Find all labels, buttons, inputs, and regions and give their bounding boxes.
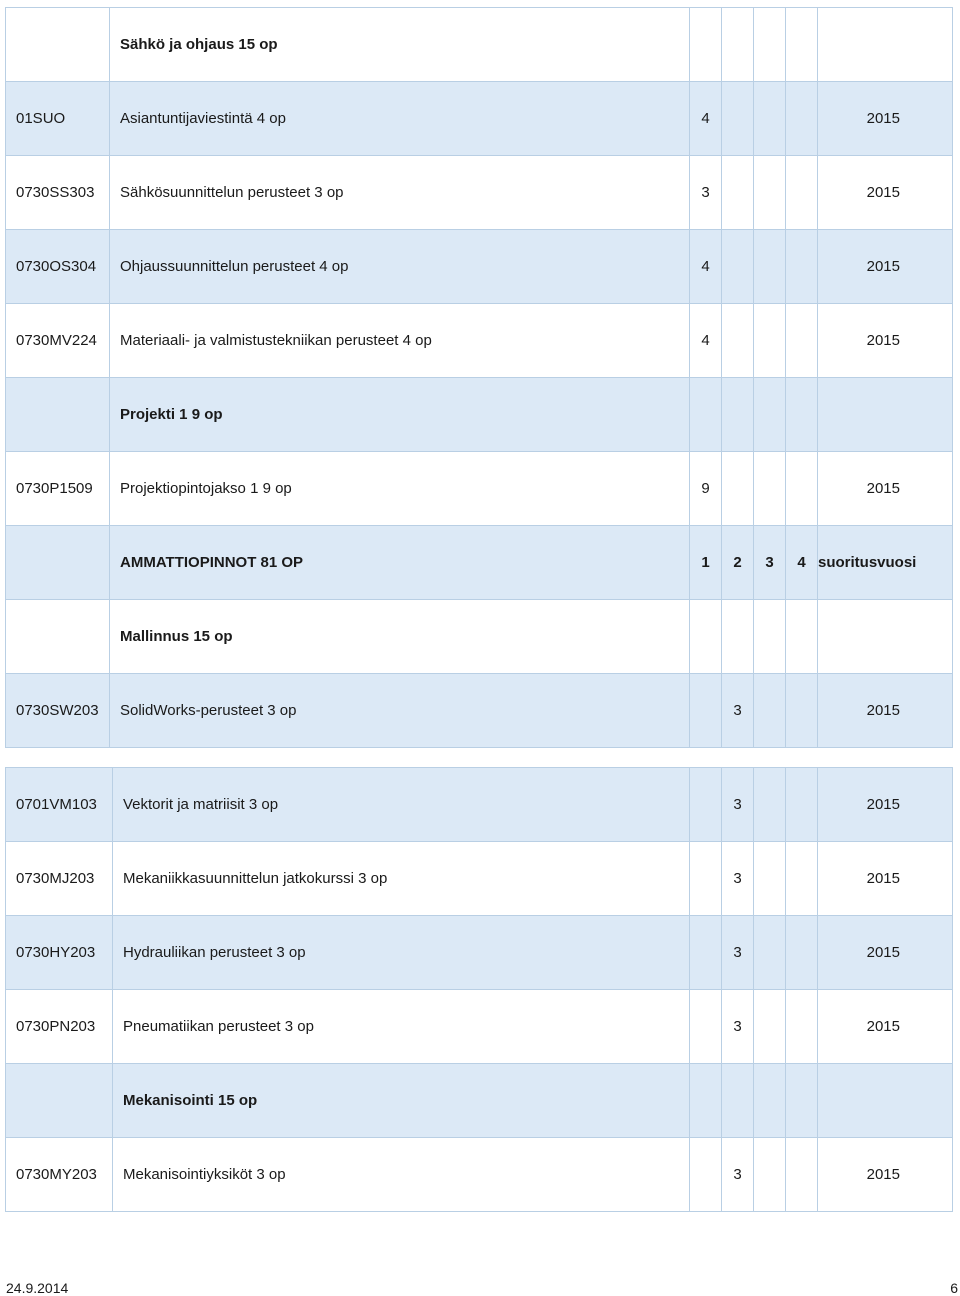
period-4-cell [786, 378, 818, 452]
course-code-cell [6, 600, 110, 674]
period-3-cell [754, 8, 786, 82]
period-1-cell [690, 1138, 722, 1212]
completion-year-cell: 2015 [818, 916, 953, 990]
period-1-cell: 9 [690, 452, 722, 526]
completion-year-cell: 2015 [818, 768, 953, 842]
completion-year-cell: 2015 [818, 82, 953, 156]
period-4-cell [786, 990, 818, 1064]
course-code-cell: 0730MV224 [6, 304, 110, 378]
period-2-cell [722, 1064, 754, 1138]
period-4-cell [786, 304, 818, 378]
period-2-cell: 3 [722, 674, 754, 748]
course-name-cell: SolidWorks-perusteet 3 op [110, 674, 690, 748]
period-3-cell [754, 230, 786, 304]
completion-year-cell: 2015 [818, 156, 953, 230]
period-1-cell [690, 378, 722, 452]
course-code-cell: 0730MY203 [6, 1138, 113, 1212]
section-header-row [6, 1064, 953, 1138]
period-1-cell [690, 600, 722, 674]
course-code-cell: 0701VM103 [6, 768, 113, 842]
completion-year-cell [818, 8, 953, 82]
period-3-cell [754, 990, 786, 1064]
period-1-cell: 4 [690, 230, 722, 304]
course-name-cell: Projektiopintojakso 1 9 op [110, 452, 690, 526]
period-4-cell [786, 768, 818, 842]
completion-year-cell: suoritusvuosi [818, 526, 953, 600]
page-footer [6, 1280, 958, 1296]
period-1-cell [690, 842, 722, 916]
period-1-cell [690, 674, 722, 748]
period-1-cell: 3 [690, 156, 722, 230]
period-2-cell [722, 156, 754, 230]
course-code-cell [6, 1064, 113, 1138]
period-3-cell [754, 842, 786, 916]
course-name-cell: Hydrauliikan perusteet 3 op [113, 916, 690, 990]
period-3-cell [754, 452, 786, 526]
study-plan-table-bottom [5, 767, 953, 1212]
period-1-cell [690, 916, 722, 990]
course-row [6, 1138, 953, 1212]
course-row [6, 156, 953, 230]
period-2-cell [722, 304, 754, 378]
period-2-cell [722, 82, 754, 156]
completion-year-cell: 2015 [818, 304, 953, 378]
footer-date: 24.9.2014 [6, 1280, 69, 1296]
course-name-cell: Projekti 1 9 op [110, 378, 690, 452]
period-3-cell [754, 378, 786, 452]
course-code-cell: 0730MJ203 [6, 842, 113, 916]
completion-year-cell: 2015 [818, 1138, 953, 1212]
period-1-cell: 1 [690, 526, 722, 600]
study-plan-table-top [5, 7, 953, 748]
period-2-cell [722, 8, 754, 82]
period-3-cell [754, 82, 786, 156]
course-code-cell: 0730HY203 [6, 916, 113, 990]
period-2-cell [722, 600, 754, 674]
period-4-cell [786, 230, 818, 304]
page-number: 6 [950, 1280, 958, 1296]
course-row [6, 304, 953, 378]
period-3-cell [754, 600, 786, 674]
course-name-cell: AMMATTIOPINNOT 81 OP [110, 526, 690, 600]
period-1-cell [690, 8, 722, 82]
period-1-cell: 4 [690, 304, 722, 378]
course-name-cell: Mallinnus 15 op [110, 600, 690, 674]
course-code-cell: 01SUO [6, 82, 110, 156]
period-4-cell [786, 842, 818, 916]
course-name-cell: Mekanisointiyksiköt 3 op [113, 1138, 690, 1212]
section-header-row [6, 600, 953, 674]
course-code-cell: 0730OS304 [6, 230, 110, 304]
period-4-cell [786, 1064, 818, 1138]
course-row [6, 230, 953, 304]
period-2-cell [722, 230, 754, 304]
period-2-cell: 2 [722, 526, 754, 600]
period-2-cell [722, 452, 754, 526]
course-name-cell: Pneumatiikan perusteet 3 op [113, 990, 690, 1064]
period-1-cell [690, 990, 722, 1064]
period-2-cell: 3 [722, 1138, 754, 1212]
course-row [6, 842, 953, 916]
period-2-cell: 3 [722, 842, 754, 916]
course-row [6, 916, 953, 990]
section-header-row [6, 526, 953, 600]
period-3-cell [754, 916, 786, 990]
period-3-cell [754, 768, 786, 842]
course-code-cell: 0730SW203 [6, 674, 110, 748]
period-1-cell [690, 1064, 722, 1138]
course-code-cell: 0730PN203 [6, 990, 113, 1064]
completion-year-cell [818, 600, 953, 674]
period-3-cell [754, 1138, 786, 1212]
period-4-cell [786, 674, 818, 748]
period-4-cell [786, 82, 818, 156]
course-row [6, 674, 953, 748]
course-name-cell: Materiaali- ja valmistustekniikan perusteet 4 op [110, 304, 690, 378]
course-code-cell: 0730P1509 [6, 452, 110, 526]
completion-year-cell: 2015 [818, 230, 953, 304]
course-name-cell: Mekaniikkasuunnittelun jatkokurssi 3 op [113, 842, 690, 916]
period-4-cell [786, 916, 818, 990]
period-2-cell: 3 [722, 990, 754, 1064]
period-4-cell [786, 1138, 818, 1212]
completion-year-cell: 2015 [818, 452, 953, 526]
section-header-row [6, 8, 953, 82]
course-name-cell: Vektorit ja matriisit 3 op [113, 768, 690, 842]
course-name-cell: Sähkö ja ohjaus 15 op [110, 8, 690, 82]
course-name-cell: Asiantuntijaviestintä 4 op [110, 82, 690, 156]
period-4-cell [786, 452, 818, 526]
course-code-cell [6, 526, 110, 600]
completion-year-cell: 2015 [818, 674, 953, 748]
period-2-cell: 3 [722, 768, 754, 842]
course-row [6, 768, 953, 842]
completion-year-cell [818, 378, 953, 452]
period-3-cell [754, 304, 786, 378]
course-name-cell: Sähkösuunnittelun perusteet 3 op [110, 156, 690, 230]
period-2-cell [722, 378, 754, 452]
period-4-cell [786, 8, 818, 82]
course-code-cell: 0730SS303 [6, 156, 110, 230]
section-header-row [6, 378, 953, 452]
course-code-cell [6, 378, 110, 452]
period-3-cell [754, 1064, 786, 1138]
period-1-cell [690, 768, 722, 842]
course-row [6, 452, 953, 526]
period-4-cell [786, 600, 818, 674]
period-3-cell [754, 156, 786, 230]
period-4-cell: 4 [786, 526, 818, 600]
completion-year-cell [818, 1064, 953, 1138]
course-name-cell: Ohjaussuunnittelun perusteet 4 op [110, 230, 690, 304]
period-2-cell: 3 [722, 916, 754, 990]
period-1-cell: 4 [690, 82, 722, 156]
period-4-cell [786, 156, 818, 230]
course-row [6, 82, 953, 156]
completion-year-cell: 2015 [818, 990, 953, 1064]
course-name-cell: Mekanisointi 15 op [113, 1064, 690, 1138]
course-row [6, 990, 953, 1064]
period-3-cell: 3 [754, 526, 786, 600]
completion-year-cell: 2015 [818, 842, 953, 916]
course-code-cell [6, 8, 110, 82]
period-3-cell [754, 674, 786, 748]
